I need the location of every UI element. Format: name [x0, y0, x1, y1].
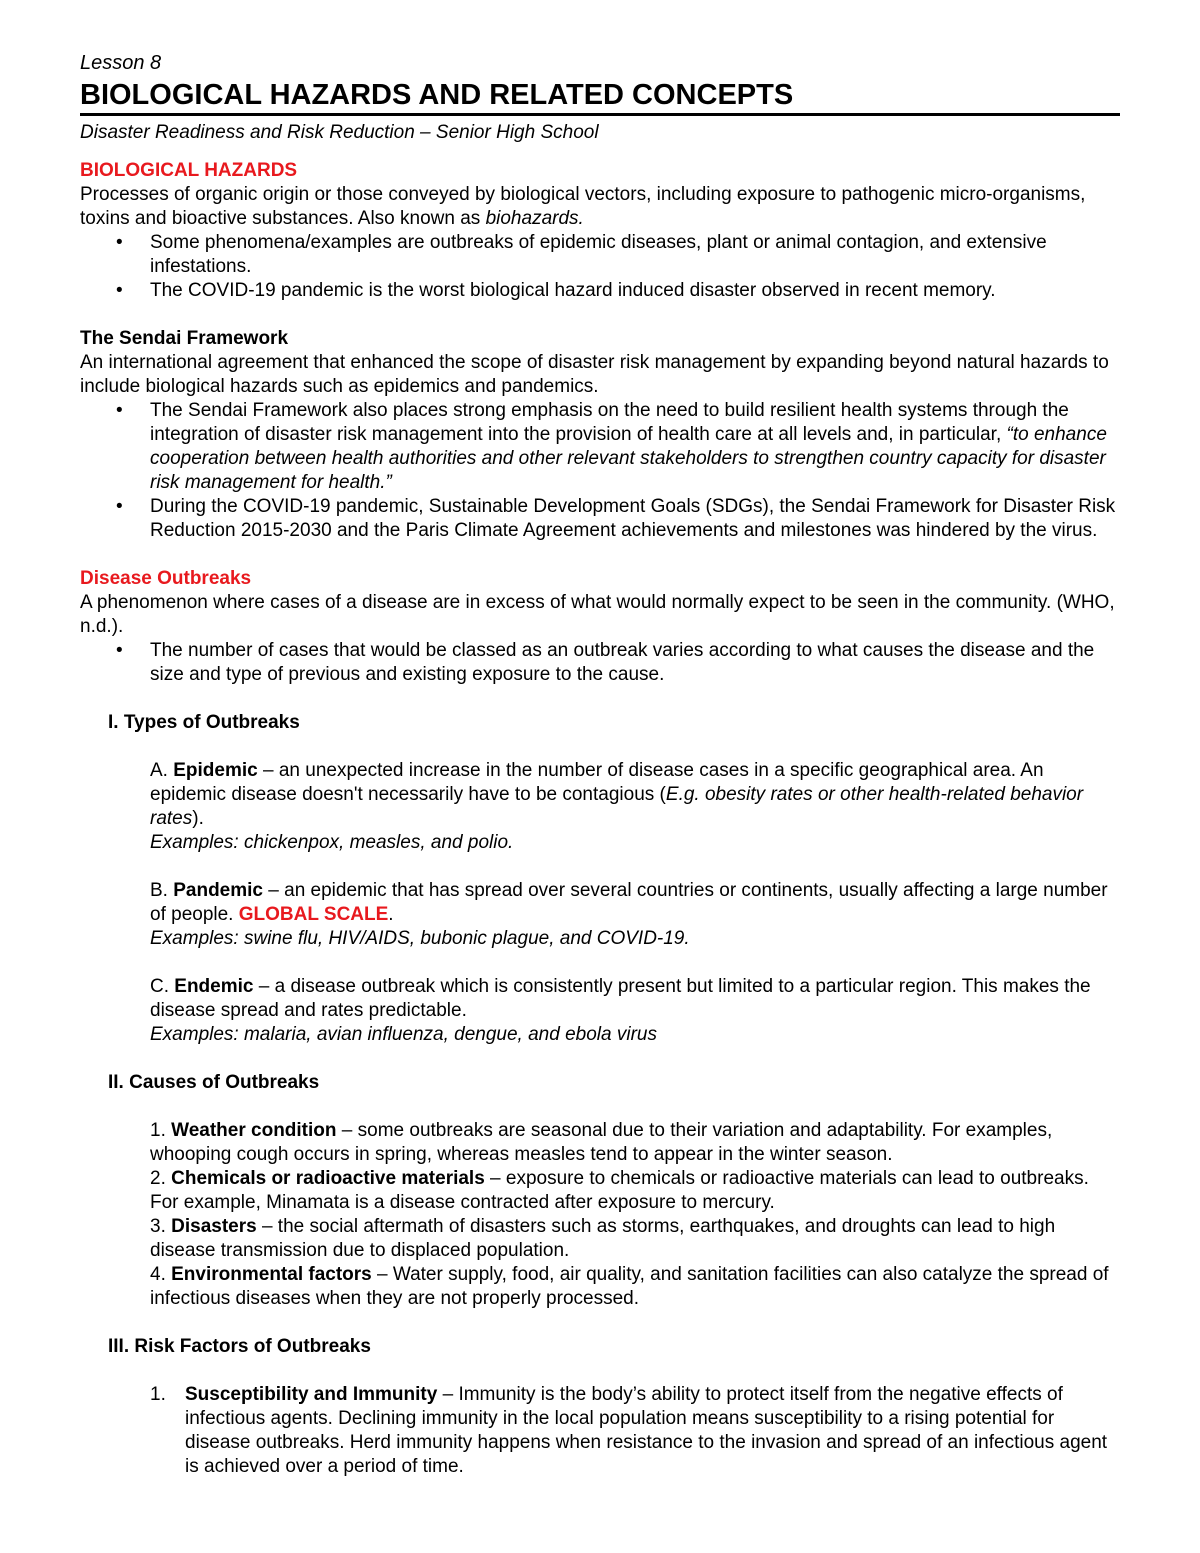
subheading-causes-of-outbreaks: II. Causes of Outbreaks [108, 1072, 320, 1093]
sendai-definition: An international agreement that enhanced the scope of disaster risk management by expanding beyond natural hazards to include biological hazards such as epidemics and pandemics. [80, 352, 1109, 397]
global-scale-emphasis: GLOBAL SCALE [238, 904, 389, 925]
disease-outbreaks-bullets [80, 639, 1120, 687]
biological-hazards-definition [80, 183, 1120, 231]
disease-outbreaks-definition: A phenomenon where cases of a disease are in excess of what would normally expect to be seen in the community. (WHO, n.d.). [80, 592, 1115, 637]
list-item: 1. Weather condition – some outbreaks are seasonal due to their variation and adaptability. For examples, whooping cough occurs in spring, whereas measles tend to appear in the winter season. [150, 1120, 1053, 1165]
title-rule [80, 113, 1120, 116]
list-item: 1. Susceptibility and Immunity – Immunity is the body’s ability to protect itself from the negative effects of infectious agents. Declining immunity in the local population means susceptibility to a rising potential for disease outbreaks. Herd immunity happens when resistance to the invasion and spread of an infectious agent is achieved over a period of time. [150, 1384, 1108, 1477]
list-item: • The COVID-19 pandemic is the worst biological hazard induced disaster observed in recent memory. [80, 279, 1120, 303]
subheading-types-of-outbreaks: I. Types of Outbreaks [108, 712, 300, 733]
page-subtitle: Disaster Readiness and Risk Reduction – Senior High School [80, 122, 599, 143]
section-heading-disease-outbreaks: Disease Outbreaks [80, 568, 252, 589]
sendai-bullets [80, 399, 1120, 543]
list-item: • Some phenomena/examples are outbreaks of epidemic diseases, plant or animal contagion, and extensive infestations. [80, 231, 1120, 279]
causes-list [80, 1119, 1120, 1311]
section-heading-biological-hazards: BIOLOGICAL HAZARDS [80, 160, 298, 181]
type-endemic: C. Endemic – a disease outbreak which is consistently present but limited to a particular region. This makes the disease spread and rates predictable. Examples: malaria, avian influenza, dengue, and ebola virus [150, 976, 1091, 1045]
list-item [80, 399, 1120, 495]
document-page [80, 50, 1120, 1479]
list-item: • During the COVID-19 pandemic, Sustainable Development Goals (SDGs), the Sendai Framework for Disaster Risk Reduction 2015-2030 and the Paris Climate Agreement achievements and milestones was hindered by the virus. [80, 495, 1120, 543]
type-epidemic: A. Epidemic – an unexpected increase in the number of disease cases in a specific geographical area. An epidemic disease doesn't necessarily have to be contagious (E.g. obesity rates or other health-related behavior rates). Examples: chickenpox, measles, and polio. [150, 760, 1084, 853]
section-disease-outbreaks [80, 567, 1120, 687]
biological-hazards-bullets [80, 231, 1120, 303]
lesson-label: Lesson 8 [80, 52, 162, 74]
list-item: 3. Disasters – the social aftermath of disasters such as storms, earthquakes, and droughts can lead to high disease transmission due to displaced population. [150, 1216, 1056, 1261]
page-title: BIOLOGICAL HAZARDS AND RELATED CONCEPTS [80, 79, 794, 111]
pandemic-examples: Examples: swine flu, HIV/AIDS, bubonic plague, and COVID-19. [150, 928, 690, 949]
bullet-quote: “to enhance cooperation between health authorities and other relevant stakeholders to strengthen country capacity for disaster risk management for health.” [150, 424, 1107, 493]
term-epidemic: Epidemic [173, 760, 258, 781]
term-endemic: Endemic [174, 976, 254, 997]
definition-text: Processes of organic origin or those conveyed by biological vectors, including exposure to pathogenic micro-organisms, toxins and bioactive substances. Also known as [80, 184, 1086, 229]
definition-term: biohazards. [485, 208, 584, 229]
section-sendai-framework [80, 327, 1120, 543]
section-biological-hazards [80, 159, 1120, 303]
term-pandemic: Pandemic [173, 880, 263, 901]
section-heading-sendai: The Sendai Framework [80, 328, 289, 349]
list-item: 2. Chemicals or radioactive materials – exposure to chemicals or radioactive materials can lead to outbreaks. For example, Minamata is a disease contracted after exposure to mercury. [150, 1168, 1089, 1213]
type-pandemic: B. Pandemic – an epidemic that has spread over several countries or continents, usually affecting a large number of people. GLOBAL SCALE. Examples: swine flu, HIV/AIDS, bubonic plague, and COVID-19. [150, 880, 1108, 949]
list-item: 4. Environmental factors – Water supply, food, air quality, and sanitation facilities can also catalyze the spread of infectious diseases when they are not properly processed. [150, 1264, 1109, 1309]
epidemic-examples: Examples: chickenpox, measles, and polio. [150, 832, 514, 853]
endemic-examples: Examples: malaria, avian influenza, dengue, and ebola virus [150, 1024, 657, 1045]
subheading-risk-factors: III. Risk Factors of Outbreaks [108, 1336, 371, 1357]
list-item: • The number of cases that would be classed as an outbreak varies according to what causes the disease and the size and type of previous and existing exposure to the cause. [80, 639, 1120, 687]
bullet-text: The Sendai Framework also places strong emphasis on the need to build resilient health systems through the integration of disaster risk management into the provision of health care at all levels and, in particular, [150, 400, 1069, 445]
